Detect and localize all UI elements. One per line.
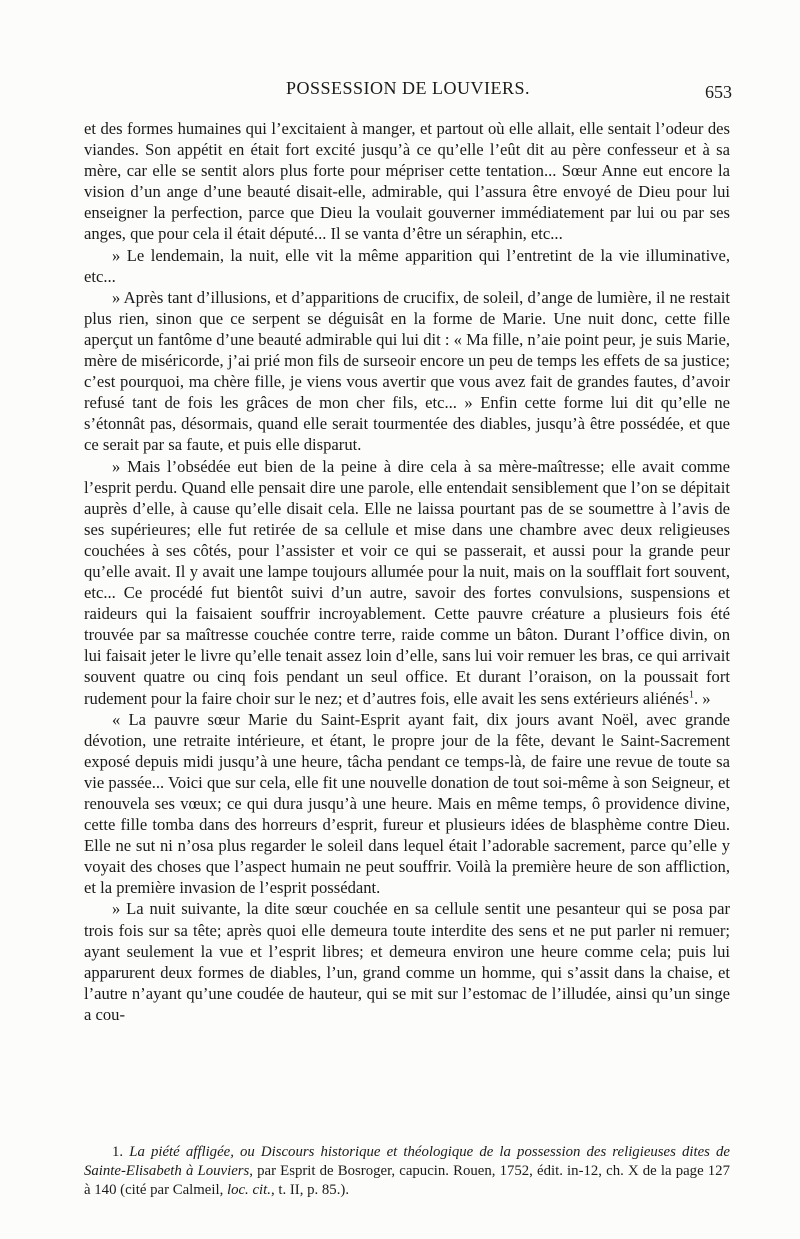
footnote-number: 1. <box>112 1144 124 1160</box>
page-header <box>84 78 732 108</box>
paragraph-4-end: . » <box>693 688 711 708</box>
footnote-end: , t. II, p. 85.). <box>270 1182 350 1198</box>
running-title: POSSESSION DE LOUVIERS. <box>285 78 531 98</box>
footnote-reference: 1 <box>688 689 694 700</box>
paragraph-4 <box>84 456 730 709</box>
footnote-1 <box>84 1143 730 1200</box>
paragraph-3: » Après tant d’illusions, et d’apparitions de crucifix, de soleil, d’ange de lumière, il ne restait plus rien, sinon que ce serpent se déguisât en la forme de Marie. Une nuit donc, cette fille aperçut un fantôme d’une beauté admirable qui lui dit : « Ma fille, n’aie point peur, je suis Marie, mère de miséricorde, j’ai prié mon fils de surseoir encore un peu de temps les effets de sa justice; c’est pourquoi, ma chère fille, je viens vous avertir que vous avez fait de grandes fautes, d’avoir refusé tant de fois les grâces de mon cher fils, etc... » Enfin cette forme lui dit qu’elle ne s’étonnât pas, désormais, quand elle serait tourmentée des diables, jusqu’à être possédée, et que ce serait par sa faute, et puis elle disparut. <box>84 287 730 455</box>
paragraph-4-text: » Mais l’obsédée eut bien de la peine à dire cela à sa mère-maîtresse; elle avait comme l’esprit perdu. Quand elle pensait dire une parole, elle entendait sensiblement que l’on se dépitait auprès d’elle, à cause qu’elle disait cela. Elle ne laissa pourtant pas de se soumettre à l’avis de ses supérieures; elle fut retirée de sa cellule et mise dans une chambre avec deux religieuses couchées à ses côtés, pour l’assister et voir ce qui se passerait, et aussi pour la grande peur qu’elle avait. Il y avait une lampe toujours allumée pour la nuit, mais on la soufflait fort souvent, etc... Ce procédé fut bientôt suivi d’un autre, savoir des fortes convulsions, suspensions et raideurs qui la faisaient souffrir incroyablement. Cette pauvre créature a plusieurs fois été trouvée par sa maîtresse couchée contre terre, raide comme un bâton. Durant l’office divin, on lui faisait jeter le livre qu’elle tenait assez loin d’elle, sans lui voir remuer les bras, ce qui arrivait souvent quatre ou cinq fois pendant un seul office. Et durant l’oraison, on la poussait fort rudement pour la faire choir sur le nez; et d’autres fois, elle avait les sens extérieurs aliénés <box>84 456 730 708</box>
footnote-text: , par Esprit de Bosroger, capucin. Rouen, 1752, édit. in-12, ch. X de la page 127 à 140 (cité par Calmeil, <box>84 1163 730 1198</box>
footnote <box>84 1143 730 1200</box>
paragraph-6: » La nuit suivante, la dite sœur couchée en sa cellule sentit une pesanteur qui se posa par trois fois sur sa tête; après quoi elle demeura toute interdite des sens et ne put parler ni remuer; ayant seulement la vue et l’esprit libres; et demeura environ une heure comme cela; puis lui apparurent deux formes de diables, l’un, grand comme un homme, qui s’assit dans la chaise, et l’autre n’ayant qu’une coudée de hauteur, qui se mit sur l’estomac de l’illudée, ainsi qu’un singe a cou- <box>84 899 730 1024</box>
paragraph-2: » Le lendemain, la nuit, elle vit la même apparition qui l’entretint de la vie illuminative, etc... <box>84 245 730 286</box>
paragraph-5: « La pauvre sœur Marie du Saint-Esprit ayant fait, dix jours avant Noël, avec grande dévotion, une retraite intérieure, et étant, le propre jour de la fête, devant le Saint-Sacrement exposé depuis midi jusqu’à une heure, tâcha pendant ce temps-là, de faire une revue de toute sa vie passée... Voici que sur cela, elle fit une nouvelle donation de tout soi-même à son Seigneur, et renouvela ses vœux; ce qui dura jusqu’à une heure. Mais en même temps, ô providence divine, cette fille tomba dans des horreurs d’esprit, fureur et plusieurs idées de blasphème contre Dieu. Elle ne sut ni n’osa plus regarder le soleil dans lequel était l’adorable sacrement, parce qu’elle y voyait des choses que l’aspect humain ne peut souffrir. Voilà la première heure de son affliction, et la première invasion de l’esprit possédant. <box>84 709 730 898</box>
footnote-title: La piété affligée, ou Discours historique et théologique de la possession des religieuses dites de Sainte-Elisabeth à Louviers <box>84 1144 731 1179</box>
footnote-loc-cit: loc. cit. <box>226 1182 271 1198</box>
body-text <box>84 118 730 1025</box>
paragraph-1: et des formes humaines qui l’excitaient à manger, et partout où elle allait, elle sentait l’odeur des viandes. Son appétit en était fort excité jusqu’à ce qu’elle l’eût dit au père confesseur et à sa mère, car elle se sentit alors plus forte pour mépriser cette tentation... Sœur Anne eut encore la vision d’un ange d’une beauté disait-elle, admirable, qui l’assura être envoyé de Dieu pour lui enseigner la perfection, parce que Dieu la voulait gouverner immédiatement par lui ou par ses anges, que pour cela il était député... Il se vanta d’être un séraphin, etc... <box>84 119 730 244</box>
page-number: 653 <box>705 82 732 102</box>
